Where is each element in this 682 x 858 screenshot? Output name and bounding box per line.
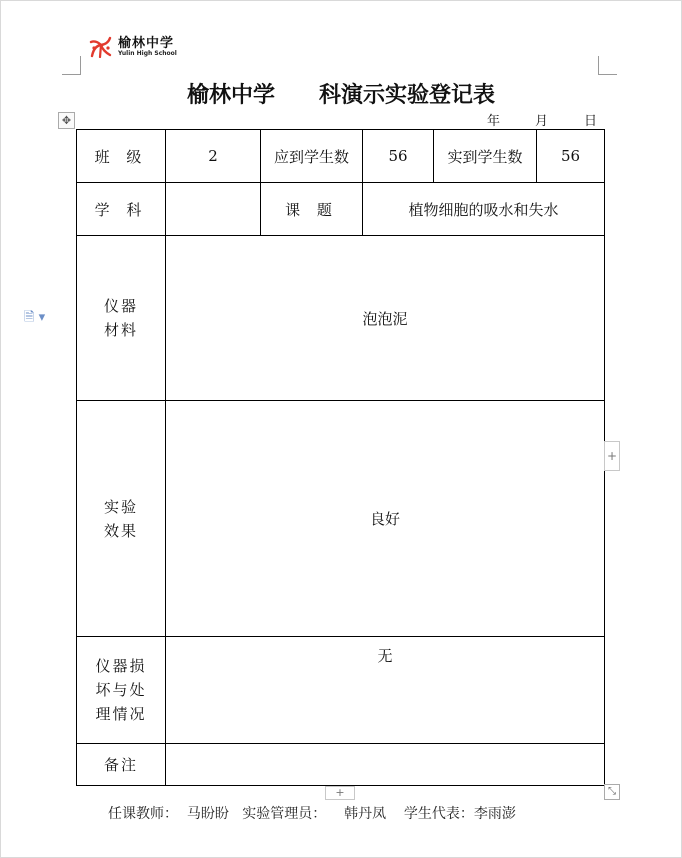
expected-students-label: 应到学生数 xyxy=(261,130,363,183)
add-column-button[interactable] xyxy=(604,441,620,471)
plus-icon: + xyxy=(606,449,618,463)
crop-mark-top-right xyxy=(598,56,617,75)
damage-label-line-1: 仪器损 xyxy=(95,657,147,675)
damage-value[interactable]: 无 xyxy=(166,637,605,744)
effect-label-line-1: 实验 xyxy=(103,497,138,516)
manager-label: 实验管理员： xyxy=(242,806,327,822)
teacher-label: 任课教师： xyxy=(108,806,178,822)
manager-name: 韩丹凤 xyxy=(344,806,387,822)
effect-value[interactable]: 良好 xyxy=(166,401,605,637)
experiment-register-table xyxy=(76,129,605,786)
page-title: 榆林中学 科演示实验登记表 xyxy=(186,83,495,108)
crop-mark-top-left xyxy=(62,56,81,75)
damage-label-line-2: 坏与处 xyxy=(95,681,147,699)
remarks-value[interactable] xyxy=(166,744,605,786)
logo-emblem-icon xyxy=(88,36,114,58)
expected-students-value[interactable]: 56 xyxy=(363,130,434,183)
signature-line xyxy=(108,803,516,823)
date-day-label: 日 xyxy=(584,114,598,129)
actual-students-label: 实到学生数 xyxy=(434,130,537,183)
subject-label: 学 科 xyxy=(77,183,166,236)
plus-icon: + xyxy=(335,786,345,799)
equipment-value[interactable]: 泡泡泥 xyxy=(166,236,605,401)
topic-value[interactable]: 植物细胞的吸水和失水 xyxy=(363,183,605,236)
remarks-label: 备注 xyxy=(77,744,166,786)
equipment-label xyxy=(77,236,166,401)
logo-name-cn: 榆林中学 xyxy=(118,36,175,51)
equipment-label-line-1: 仪器 xyxy=(103,297,138,315)
resize-icon: ⤡ xyxy=(608,786,616,797)
student-label: 学生代表： xyxy=(403,806,474,822)
damage-label xyxy=(77,637,166,744)
table-row xyxy=(77,183,605,236)
table-move-handle[interactable] xyxy=(58,112,75,129)
table-row xyxy=(77,744,605,786)
class-value[interactable]: 2 xyxy=(166,130,261,183)
school-logo xyxy=(88,36,177,58)
subject-value[interactable] xyxy=(166,183,261,236)
student-name: 李雨澎 xyxy=(473,806,516,822)
topic-label: 课 题 xyxy=(261,183,363,236)
table-row xyxy=(77,637,605,744)
move-icon: ✥ xyxy=(61,114,72,127)
teacher-name: 马盼盼 xyxy=(186,806,229,822)
effect-label-line-2: 效果 xyxy=(103,521,138,540)
table-row xyxy=(77,401,605,637)
class-label: 班 级 xyxy=(77,130,166,183)
date-year-label: 年 xyxy=(487,114,501,129)
table-resize-handle[interactable] xyxy=(604,784,620,800)
logo-name-en: Yulin High School xyxy=(118,50,177,57)
effect-label xyxy=(77,401,166,637)
add-row-button[interactable] xyxy=(325,786,355,800)
damage-label-line-3: 理情况 xyxy=(95,705,147,723)
equipment-label-line-2: 材料 xyxy=(103,321,138,339)
date-month-label: 月 xyxy=(535,114,549,129)
table-row xyxy=(77,130,605,183)
table-row xyxy=(77,236,605,401)
actual-students-value[interactable]: 56 xyxy=(537,130,605,183)
document-icon[interactable]: 🗎 ▾ xyxy=(24,310,46,325)
